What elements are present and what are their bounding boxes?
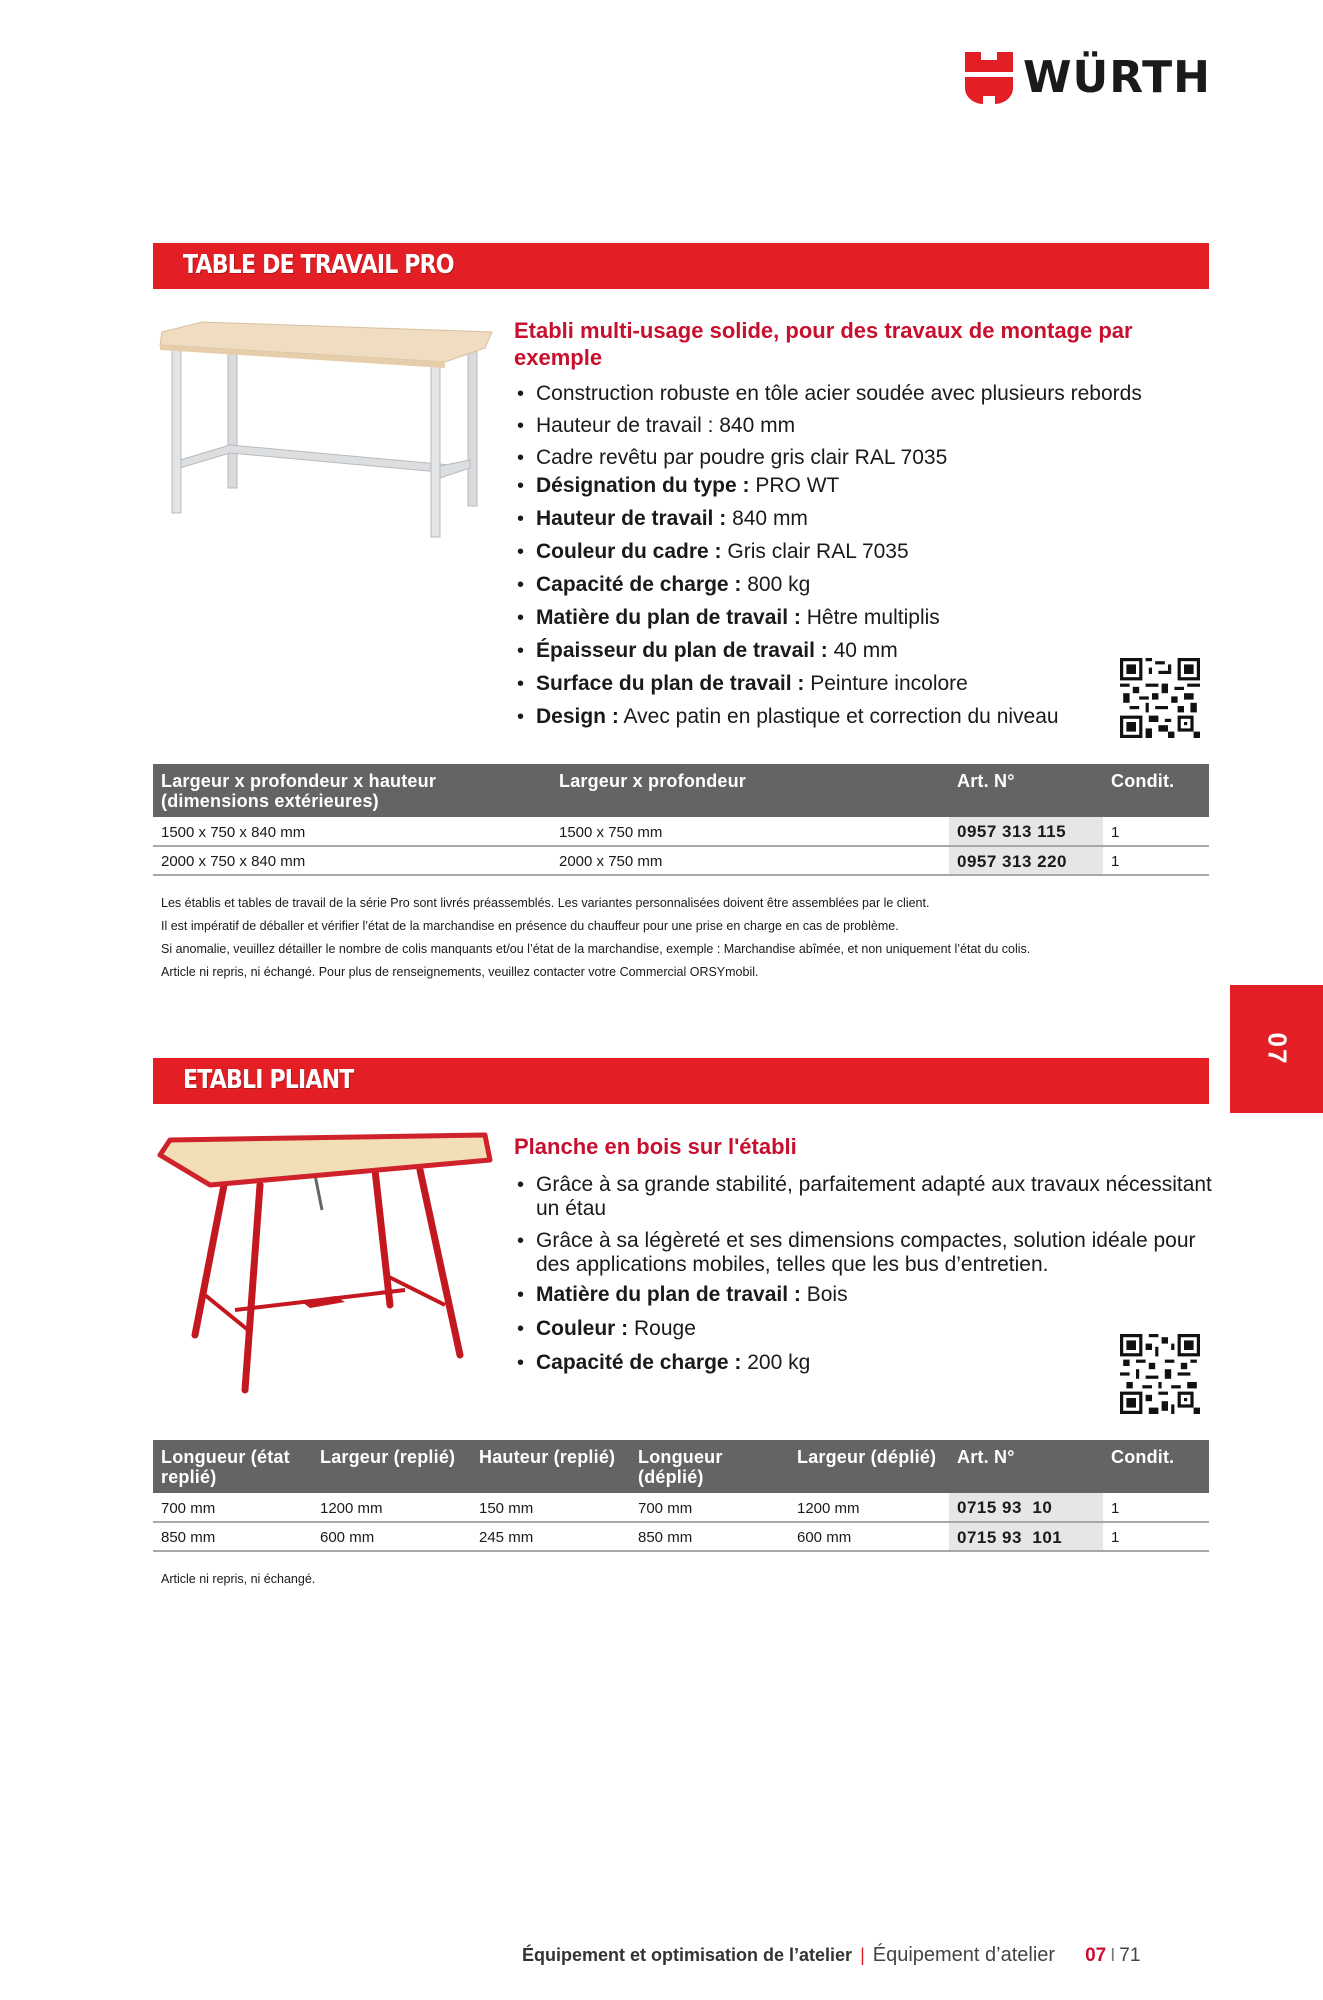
feature-item: • Matière du plan de travail : Hêtre multiplis bbox=[514, 606, 1214, 630]
note-line: Article ni repris, ni échangé. bbox=[161, 1572, 316, 1586]
feature-item: • Grâce à sa légèreté et ses dimensions compactes, solution idéale pour des applications mobiles, telles que les bus d’entretien. bbox=[514, 1229, 1214, 1277]
page-footer bbox=[522, 1944, 1140, 1967]
feature-item: • Hauteur de travail : 840 mm bbox=[514, 507, 1214, 531]
footer-page-separator: I bbox=[1110, 1945, 1116, 1965]
table-row: 1500 x 750 x 840 mm 1500 x 750 mm 0957 313 115 1 bbox=[153, 817, 1209, 846]
note-line: Article ni repris, ni échangé. Pour plus de renseignements, veuillez contacter votre Commercial ORSYmobil. bbox=[161, 965, 759, 979]
spec-table-etabli-pliant bbox=[153, 1440, 1209, 1552]
feature-item: • Cadre revêtu par poudre gris clair RAL 7035 bbox=[514, 446, 1214, 470]
section-header-table-de-travail-pro bbox=[153, 243, 1209, 289]
table-row: 850 mm 600 mm 245 mm 850 mm 600 mm 0715 93 101 1 bbox=[153, 1522, 1209, 1551]
article-number: 0957 313 220 bbox=[949, 846, 1103, 875]
feature-item: • Couleur du cadre : Gris clair RAL 7035 bbox=[514, 540, 1214, 564]
notes-etabli-pliant bbox=[161, 1568, 315, 1591]
col-header-hauteur-replie: Hauteur (replié) bbox=[471, 1440, 630, 1493]
chapter-tab-label: 07 bbox=[1262, 1032, 1292, 1066]
col-header-art-no: Art. N° bbox=[949, 1440, 1103, 1493]
product-headline: Etabli multi-usage solide, pour des travaux de montage par exemple bbox=[514, 318, 1133, 370]
article-number: 0715 93 101 bbox=[949, 1522, 1103, 1551]
note-line: Les établis et tables de travail de la série Pro sont livrés préassemblés. Les variantes personnalisées doivent être assemblées par le client. bbox=[161, 896, 930, 910]
col-header-dimensions-ext: Largeur x profondeur x hauteur (dimensions extérieures) bbox=[153, 764, 551, 817]
section-header-etabli-pliant bbox=[153, 1058, 1209, 1104]
note-line: Il est impératif de déballer et vérifier l’état de la marchandise en présence du chauffeur pour une prise en charge en cas de problème. bbox=[161, 919, 899, 933]
footer-chapter: 07 bbox=[1085, 1945, 1107, 1966]
table-row: 700 mm 1200 mm 150 mm 700 mm 1200 mm 0715 93 10 1 bbox=[153, 1493, 1209, 1522]
footer-subcategory: Équipement d’atelier bbox=[872, 1944, 1056, 1966]
col-header-largeur-profondeur: Largeur x profondeur bbox=[551, 764, 949, 817]
col-header-longueur-replie: Longueur (état replié) bbox=[153, 1440, 312, 1493]
article-number: 0715 93 10 bbox=[949, 1493, 1103, 1522]
feature-list bbox=[514, 382, 1214, 729]
col-header-condit: Condit. bbox=[1103, 1440, 1209, 1493]
col-header-largeur-replie: Largeur (replié) bbox=[312, 1440, 471, 1493]
table-row: 2000 x 750 x 840 mm 2000 x 750 mm 0957 313 220 1 bbox=[153, 846, 1209, 875]
wurth-logo bbox=[965, 52, 1211, 104]
product-info-table-de-travail-pro bbox=[514, 317, 1214, 738]
article-number: 0957 313 115 bbox=[949, 817, 1103, 846]
spec-table-table-de-travail-pro bbox=[153, 764, 1209, 876]
footer-page-number: 71 bbox=[1119, 1945, 1141, 1966]
product-headline: Planche en bois sur l'établi bbox=[514, 1134, 797, 1159]
feature-item: • Couleur : Rouge bbox=[514, 1317, 1214, 1341]
feature-item: • Épaisseur du plan de travail : 40 mm bbox=[514, 639, 1214, 663]
feature-item: • Capacité de charge : 200 kg bbox=[514, 1351, 1214, 1375]
section-title: ETABLI PLIANT bbox=[183, 1065, 354, 1095]
note-line: Si anomalie, veuillez détailler le nombre de colis manquants et/ou l’état de la marchandise, exemple : Marchandise abîmée, et non uniquement l’état du colis. bbox=[161, 942, 1031, 956]
feature-item: • Capacité de charge : 800 kg bbox=[514, 573, 1214, 597]
feature-item: • Désignation du type : PRO WT bbox=[514, 474, 1214, 498]
qr-code-icon[interactable] bbox=[1120, 658, 1200, 738]
chapter-tab[interactable] bbox=[1230, 985, 1323, 1113]
section-title: TABLE DE TRAVAIL PRO bbox=[183, 250, 454, 280]
feature-item: • Construction robuste en tôle acier soudée avec plusieurs rebords bbox=[514, 382, 1214, 406]
product-image-table-de-travail-pro bbox=[150, 310, 495, 540]
col-header-condit: Condit. bbox=[1103, 764, 1209, 817]
feature-item: • Surface du plan de travail : Peinture incolore bbox=[514, 672, 1214, 696]
feature-item: • Grâce à sa grande stabilité, parfaitement adapté aux travaux nécessitant un étau bbox=[514, 1173, 1214, 1221]
feature-item: • Hauteur de travail : 840 mm bbox=[514, 414, 1214, 438]
feature-item: • Design : Avec patin en plastique et correction du niveau bbox=[514, 705, 1214, 729]
col-header-largeur-deplie: Largeur (déplié) bbox=[789, 1440, 949, 1493]
feature-list bbox=[514, 1173, 1214, 1375]
wurth-logo-wordmark: WÜRTH bbox=[1023, 52, 1212, 103]
col-header-longueur-deplie: Longueur (déplié) bbox=[630, 1440, 789, 1493]
product-image-etabli-pliant bbox=[150, 1130, 495, 1405]
wurth-logo-mark-icon bbox=[965, 52, 1013, 104]
qr-code-icon[interactable] bbox=[1120, 1334, 1200, 1414]
table-header-row bbox=[153, 764, 1209, 817]
notes-table-de-travail-pro bbox=[161, 892, 1030, 984]
col-header-art-no: Art. N° bbox=[949, 764, 1103, 817]
feature-item: • Matière du plan de travail : Bois bbox=[514, 1283, 1214, 1307]
table-header-row bbox=[153, 1440, 1209, 1493]
footer-category: Équipement et optimisation de l’atelier bbox=[522, 1945, 853, 1965]
product-info-etabli-pliant bbox=[514, 1133, 1214, 1384]
footer-separator: | bbox=[860, 1945, 865, 1965]
